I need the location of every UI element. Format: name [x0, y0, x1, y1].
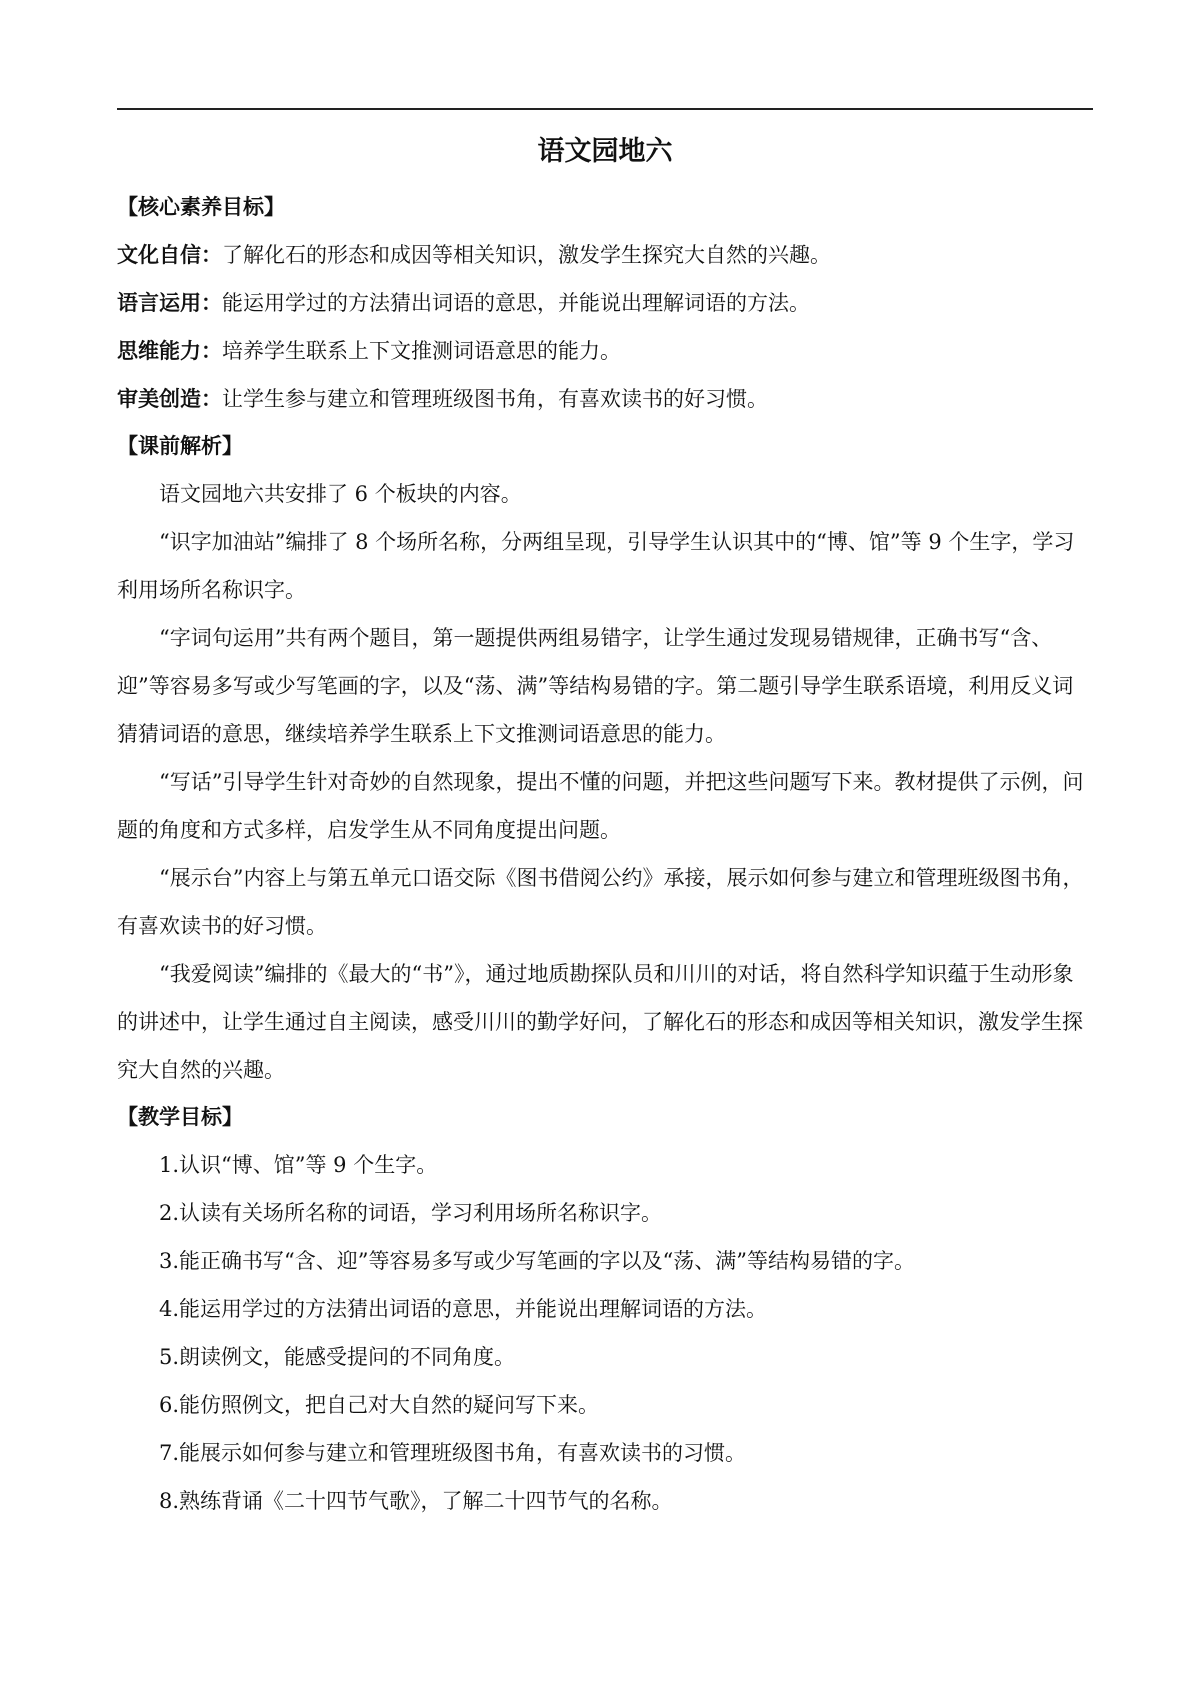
document-page: [117, 0, 1093, 1697]
goal-aesthetic-creation: [117, 375, 1093, 423]
goal-cultural-confidence: [117, 231, 1093, 279]
analysis-paragraph: 语文园地六共安排了 6 个板块的内容。: [159, 482, 522, 506]
analysis-paragraph: “我爱阅读”编排的《最大的“书”》，通过地质勘探队员和川川的对话，将自然科学知识蕴于生动形象的讲述中，让学生通过自主阅读，感受川川的勤学好问，了解化石的形态和成因等相关知识，激发学生探究大自然的兴趣。: [117, 962, 1083, 1082]
header-rule: [117, 108, 1093, 110]
goal-label: 审美创造：: [117, 387, 222, 411]
objective-item: 7.能展示如何参与建立和管理班级图书角，有喜欢读书的习惯。: [159, 1441, 747, 1465]
document-body: [117, 184, 1093, 1525]
objective-item: 5.朗读例文，能感受提问的不同角度。: [159, 1345, 516, 1369]
goal-label: 文化自信：: [117, 243, 222, 267]
objective-item: 3.能正确书写“含、迎”等容易多写或少写笔画的字以及“荡、满”等结构易错的字。: [159, 1249, 915, 1273]
objective-item: 8.熟练背诵《二十四节气歌》，了解二十四节气的名称。: [159, 1489, 673, 1513]
objective-item: 1.认识“博、馆”等 9 个生字。: [159, 1153, 438, 1177]
goal-text: 培养学生联系上下文推测词语意思的能力。: [222, 339, 621, 363]
objective-item: 4.能运用学过的方法猜出词语的意思，并能说出理解词语的方法。: [159, 1297, 768, 1321]
objective-item: 6.能仿照例文，把自己对大自然的疑问写下来。: [159, 1393, 600, 1417]
analysis-paragraph: “字词句运用”共有两个题目，第一题提供两组易错字，让学生通过发现易错规律，正确书写“含、迎”等容易多写或少写笔画的字，以及“荡、满”等结构易错的字。第二题引导学生联系语境，利用反义词猜猜词语的意思，继续培养学生联系上下文推测词语意思的能力。: [117, 626, 1074, 746]
section-heading-pre-class-analysis: 【课前解析】: [117, 434, 243, 458]
goal-text: 让学生参与建立和管理班级图书角，有喜欢读书的好习惯。: [222, 387, 768, 411]
section-heading-teaching-objectives: 【教学目标】: [117, 1105, 243, 1129]
goal-text: 能运用学过的方法猜出词语的意思，并能说出理解词语的方法。: [222, 291, 810, 315]
goal-thinking-ability: [117, 327, 1093, 375]
objective-item: 2.认读有关场所名称的词语，学习利用场所名称识字。: [159, 1201, 663, 1225]
page-title: 语文园地六: [537, 136, 673, 167]
goal-label: 语言运用：: [117, 291, 222, 315]
goal-language-use: [117, 279, 1093, 327]
analysis-paragraph: “写话”引导学生针对奇妙的自然现象，提出不懂的问题，并把这些问题写下来。教材提供了示例，问题的角度和方式多样，启发学生从不同角度提出问题。: [117, 770, 1084, 842]
analysis-paragraph: “展示台”内容上与第五单元口语交际《图书借阅公约》承接，展示如何参与建立和管理班级图书角，有喜欢读书的好习惯。: [117, 866, 1084, 938]
section-heading-core-goals: 【核心素养目标】: [117, 195, 285, 219]
analysis-paragraph: “识字加油站”编排了 8 个场所名称，分两组呈现，引导学生认识其中的“博、馆”等 9 个生字，学习利用场所名称识字。: [117, 530, 1075, 602]
goal-text: 了解化石的形态和成因等相关知识，激发学生探究大自然的兴趣。: [222, 243, 831, 267]
goal-label: 思维能力：: [117, 339, 222, 363]
